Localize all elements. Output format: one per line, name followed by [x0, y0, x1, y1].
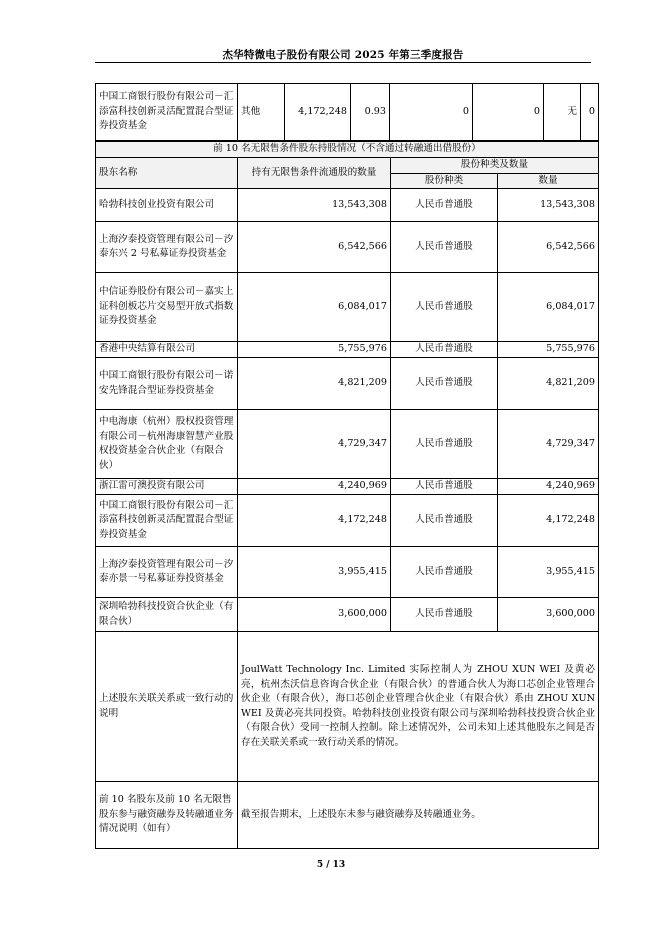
row-share-type: 人民币普通股 — [391, 495, 498, 547]
row-quantity: 3,955,415 — [498, 547, 599, 598]
row-name: 浙江雷可澳投资有限公司 — [96, 479, 238, 495]
row-quantity: 4,172,248 — [498, 495, 599, 547]
row-name: 香港中央结算有限公司 — [96, 342, 238, 358]
row-quantity: 4,240,969 — [498, 479, 599, 495]
row-quantity: 6,542,566 — [498, 222, 599, 273]
margin-trading-row — [96, 782, 599, 849]
row-quantity: 3,600,000 — [498, 598, 599, 632]
table-row — [96, 189, 599, 222]
shares-held: 4,172,248 — [285, 84, 351, 141]
row-name: 哈勃科技创业投资有限公司 — [96, 189, 238, 222]
pledge-count: 0 — [581, 84, 599, 141]
row-holding: 6,084,017 — [238, 273, 391, 342]
row-name: 上海汐泰投资管理有限公司－汐泰亦景一号私募证券投资基金 — [96, 547, 238, 598]
shareholder-type: 其他 — [238, 84, 285, 141]
restricted-shares: 0 — [390, 84, 473, 141]
page-number: 5 / 13 — [316, 860, 346, 870]
row-holding: 3,955,415 — [238, 547, 391, 598]
row-holding: 4,172,248 — [238, 495, 391, 547]
row-holding: 4,729,347 — [238, 410, 391, 479]
row-holding: 4,240,969 — [238, 479, 391, 495]
row-holding: 3,600,000 — [238, 598, 391, 632]
table-row — [96, 495, 599, 547]
holding-ratio: 0.93 — [351, 84, 390, 141]
relation-text: JoulWatt Technology Inc. Limited 实际控制人为 ZHOU XUN WEI 及黄必亮，杭州杰沃信息咨询合伙企业（有限合伙）的普通合伙人为海口芯创企业管理合伙企业（有限合伙），海口芯创企业管理合伙企业（有限合伙）系由 ZHOU XUN WEI 及黄必亮共同投资。哈勃科技创业投资有限公司与深圳哈勃科技投资合伙企业（有限合伙）受同一控制人控制。除上述情况外，公司未知上述其他股东之间是否存在关联关系或一致行动关系的情况。 — [238, 632, 599, 782]
row-holding: 4,821,209 — [238, 358, 391, 410]
table-row — [96, 598, 599, 632]
col-header-share-type: 股份种类 — [391, 173, 498, 189]
row-quantity: 4,821,209 — [498, 358, 599, 410]
row-share-type: 人民币普通股 — [391, 358, 498, 410]
top-shareholder-table — [95, 83, 599, 141]
row-name: 中信证券股份有限公司－嘉实上证科创板芯片交易型开放式指数证券投资基金 — [96, 273, 238, 342]
row-quantity: 5,755,976 — [498, 342, 599, 358]
row-share-type: 人民币普通股 — [391, 189, 498, 222]
table-row — [96, 358, 599, 410]
table-row — [96, 547, 599, 598]
row-holding: 6,542,566 — [238, 222, 391, 273]
row-quantity: 6,084,017 — [498, 273, 599, 342]
header-rule — [95, 62, 591, 63]
table-row — [96, 273, 599, 342]
row-holding: 13,543,308 — [238, 189, 391, 222]
row-share-type: 人民币普通股 — [391, 273, 498, 342]
pledge-status: 无 — [544, 84, 581, 141]
row-quantity: 13,543,308 — [498, 189, 599, 222]
table-row — [96, 84, 599, 141]
row-share-type: 人民币普通股 — [391, 342, 498, 358]
margin-trading-text: 截至报告期末，上述股东未参与融资融券及转融通业务。 — [238, 782, 599, 849]
shareholder-name: 中国工商银行股份有限公司－汇添富科技创新灵活配置混合型证券投资基金 — [96, 84, 238, 141]
table-row — [96, 410, 599, 479]
row-name: 中电海康（杭州）股权投资管理有限公司－杭州海康智慧产业股权投资基金合伙企业（有限合伙） — [96, 410, 238, 479]
margin-trading-label: 前 10 名股东及前 10 名无限售股东参与融资融券及转融通业务情况说明（如有） — [96, 782, 238, 849]
row-name: 深圳哈勃科技投资合伙企业（有限合伙） — [96, 598, 238, 632]
page-header: 杰华特微电子股份有限公司 2025 年第三季度报告 — [222, 49, 464, 61]
top10-unrestricted-table — [95, 141, 599, 849]
col-header-share-type-group: 股份种类及数量 — [391, 157, 599, 173]
row-share-type: 人民币普通股 — [391, 410, 498, 479]
relation-row — [96, 632, 599, 782]
lending-shares: 0 — [473, 84, 544, 141]
row-name: 中国工商银行股份有限公司－汇添富科技创新灵活配置混合型证券投资基金 — [96, 495, 238, 547]
row-share-type: 人民币普通股 — [391, 547, 498, 598]
table-row — [96, 342, 599, 358]
row-name: 中国工商银行股份有限公司－诺安先锋混合型证券投资基金 — [96, 358, 238, 410]
table-row — [96, 479, 599, 495]
col-header-holding: 持有无限售条件流通股的数量 — [238, 157, 391, 189]
row-holding: 5,755,976 — [238, 342, 391, 358]
section-title: 前 10 名无限售条件股东持股情况（不含通过转融通出借股份） — [96, 142, 599, 158]
row-quantity: 4,729,347 — [498, 410, 599, 479]
col-header-name: 股东名称 — [96, 157, 238, 189]
row-share-type: 人民币普通股 — [391, 479, 498, 495]
relation-label: 上述股东关联关系或一致行动的说明 — [96, 632, 238, 782]
col-header-quantity: 数量 — [498, 173, 599, 189]
table-row — [96, 222, 599, 273]
row-share-type: 人民币普通股 — [391, 222, 498, 273]
row-name: 上海汐泰投资管理有限公司－汐泰东兴 2 号私募证券投资基金 — [96, 222, 238, 273]
row-share-type: 人民币普通股 — [391, 598, 498, 632]
